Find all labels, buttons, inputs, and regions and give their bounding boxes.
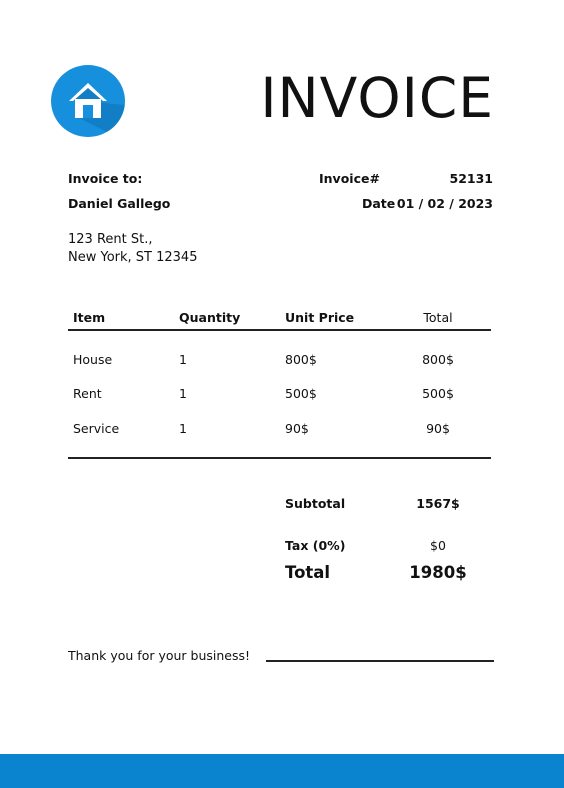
row-item: House — [73, 352, 113, 367]
column-header-item: Item — [73, 310, 106, 325]
customer-name: Daniel Gallego — [68, 196, 171, 211]
row-unit-price: 500$ — [285, 386, 317, 401]
invoice-title: INVOICE — [260, 66, 494, 130]
company-logo — [51, 65, 125, 137]
tax-label: Tax (0%) — [285, 538, 346, 553]
invoice-number: 52131 — [449, 171, 493, 186]
row-quantity: 1 — [179, 352, 187, 367]
row-total: 500$ — [422, 386, 454, 401]
row-item: Rent — [73, 386, 102, 401]
subtotal-value: 1567$ — [416, 496, 460, 511]
home-icon — [51, 65, 125, 137]
row-item: Service — [73, 421, 120, 436]
footer-accent-band — [0, 754, 564, 788]
total-label: Total — [285, 563, 331, 582]
signature-line — [266, 660, 494, 662]
column-header-unit-price: Unit Price — [285, 310, 355, 325]
thank-you-note: Thank you for your business! — [68, 648, 251, 663]
row-unit-price: 800$ — [285, 352, 317, 367]
row-quantity: 1 — [179, 421, 187, 436]
tax-value: $0 — [430, 538, 446, 553]
subtotal-label: Subtotal — [285, 496, 346, 511]
invoice-to-label: Invoice to: — [68, 171, 143, 186]
row-quantity: 1 — [179, 386, 187, 401]
column-header-quantity: Quantity — [179, 310, 241, 325]
invoice-date: 01 / 02 / 2023 — [396, 196, 493, 211]
row-total: 90$ — [426, 421, 450, 436]
address-line-1: 123 Rent St., — [68, 232, 153, 247]
table-footer-divider — [68, 457, 491, 459]
table-header-divider — [68, 329, 491, 331]
row-unit-price: 90$ — [285, 421, 309, 436]
column-header-total: Total — [423, 310, 453, 325]
row-total: 800$ — [422, 352, 454, 367]
invoice-number-label: Invoice# — [319, 171, 380, 186]
total-value: 1980$ — [409, 563, 467, 582]
address-line-2: New York, ST 12345 — [68, 250, 198, 265]
date-label: Date — [362, 196, 396, 211]
